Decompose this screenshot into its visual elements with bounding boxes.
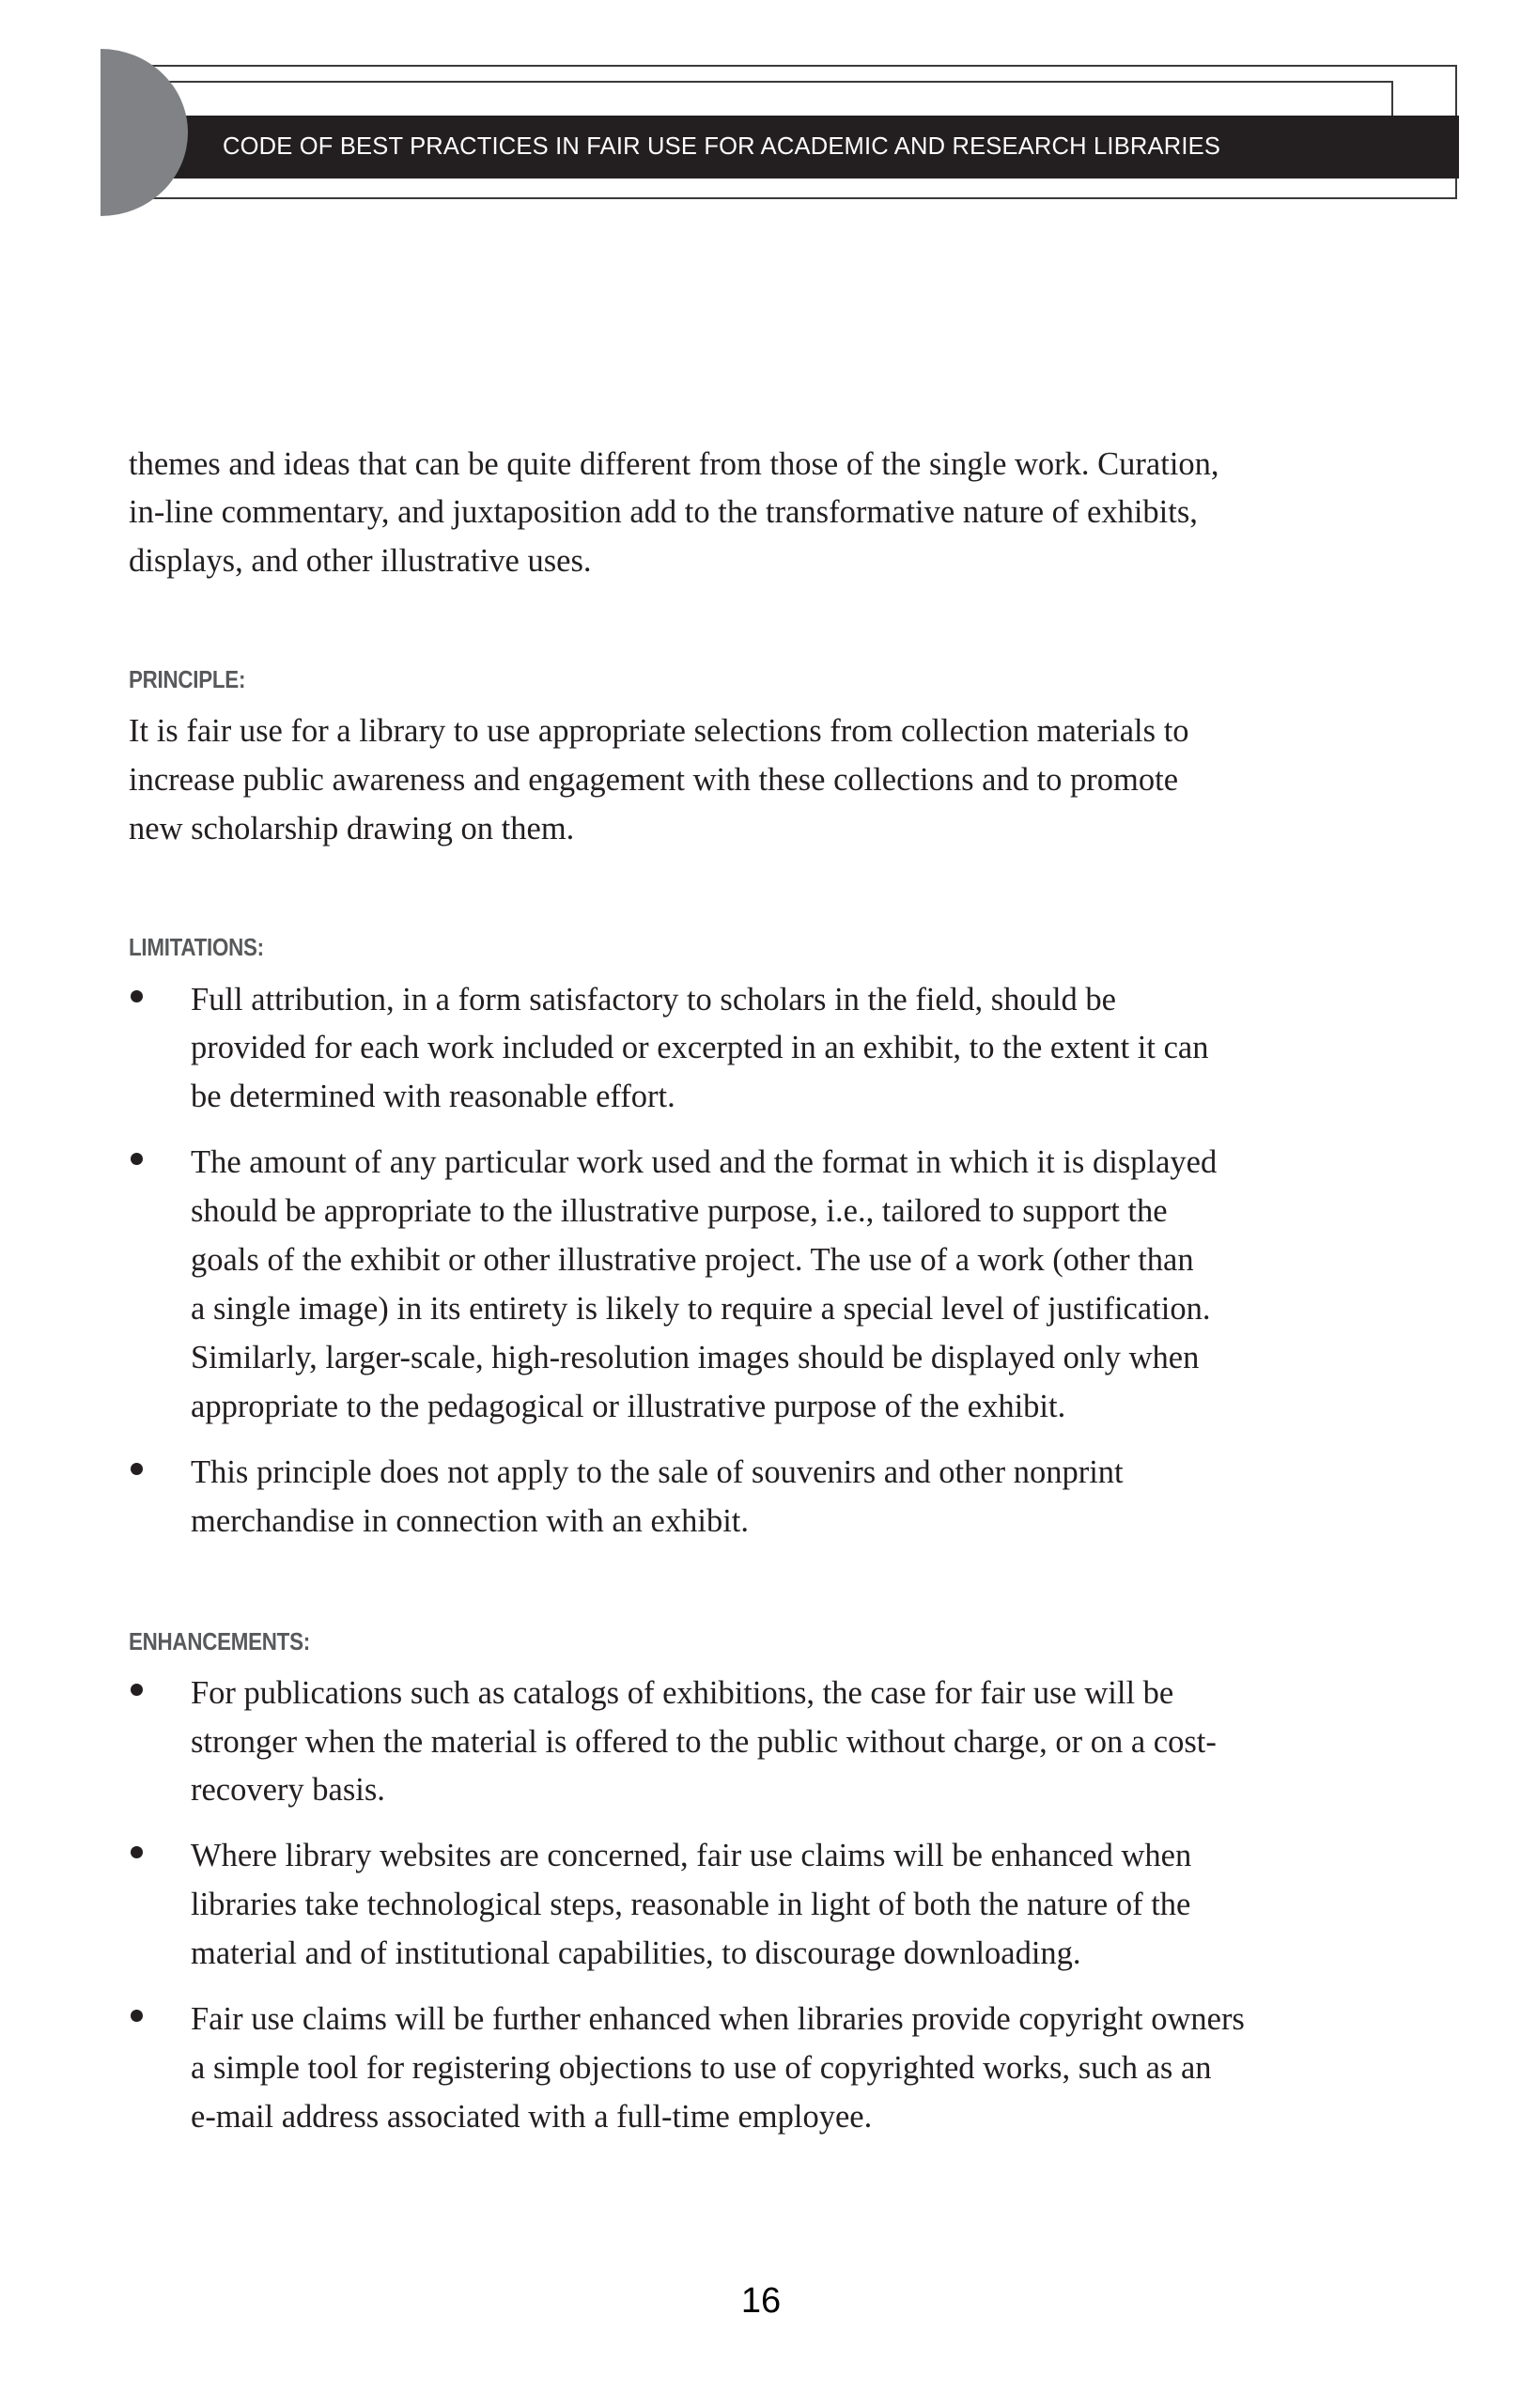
bullet-icon — [131, 1684, 143, 1696]
header-half-disc-ornament — [13, 49, 188, 216]
text-line: It is fair use for a library to use appropriate selections from collection materials to — [129, 713, 1189, 749]
text-line: stronger when the material is offered to the public without charge, or on a cost- — [191, 1724, 1217, 1760]
text-line: increase public awareness and engagement with these collections and to promote — [129, 762, 1179, 798]
text-line: material and of institutional capabilities, to discourage downloading. — [191, 1935, 1081, 1971]
bullet-icon — [131, 990, 143, 1002]
header-inner-rule — [141, 81, 1393, 116]
text-line: should be appropriate to the illustrative purpose, i.e., tailored to support the — [191, 1193, 1168, 1229]
text-line: Where library websites are concerned, fair use claims will be enhanced when — [191, 1838, 1192, 1873]
text-line: appropriate to the pedagogical or illustrative purpose of the exhibit. — [191, 1389, 1066, 1424]
text-line: Full attribution, in a form satisfactory to scholars in the field, should be — [191, 982, 1116, 1018]
running-title: CODE OF BEST PRACTICES IN FAIR USE FOR ACADEMIC AND RESEARCH LIBRARIES — [223, 133, 1221, 160]
text-line: displays, and other illustrative uses. — [129, 543, 592, 579]
text-line: goals of the exhibit or other illustrative project. The use of a work (other than — [191, 1242, 1194, 1278]
text-line: new scholarship drawing on them. — [129, 811, 575, 847]
section-heading-limitations: LIMITATIONS: — [129, 933, 264, 961]
text-line: Fair use claims will be further enhanced when libraries provide copyright owners — [191, 2001, 1245, 2037]
bullet-icon — [131, 1846, 143, 1858]
text-line: be determined with reasonable effort. — [191, 1079, 675, 1114]
bullet-icon — [131, 2010, 143, 2022]
text-line: Similarly, larger-scale, high-resolution images should be displayed only when — [191, 1340, 1200, 1375]
text-line: recovery basis. — [191, 1772, 385, 1808]
bullet-icon — [131, 1463, 143, 1475]
text-line: themes and ideas that can be quite different from those of the single work. Curation, — [129, 446, 1219, 482]
section-heading-enhancements: ENHANCEMENTS: — [129, 1627, 310, 1655]
text-line: e-mail address associated with a full-time employee. — [191, 2099, 873, 2135]
bullet-icon — [131, 1153, 143, 1165]
text-line: For publications such as catalogs of exhibitions, the case for fair use will be — [191, 1675, 1174, 1711]
text-line: provided for each work included or excerpted in an exhibit, to the extent it can — [191, 1030, 1209, 1065]
text-line: merchandise in connection with an exhibit. — [191, 1503, 749, 1539]
text-line: The amount of any particular work used and the format in which it is displayed — [191, 1144, 1218, 1180]
text-line: in-line commentary, and juxtaposition add to the transformative nature of exhibits, — [129, 494, 1198, 530]
text-line: a single image) in its entirety is likely to require a special level of justification. — [191, 1291, 1211, 1327]
text-line: a simple tool for registering objections to use of copyrighted works, such as an — [191, 2050, 1212, 2086]
text-line: libraries take technological steps, reasonable in light of both the nature of the — [191, 1887, 1191, 1922]
section-heading-principle: PRINCIPLE: — [129, 665, 246, 693]
text-line: This principle does not apply to the sale of souvenirs and other nonprint — [191, 1454, 1124, 1490]
page-number: 16 — [740, 2281, 782, 2321]
